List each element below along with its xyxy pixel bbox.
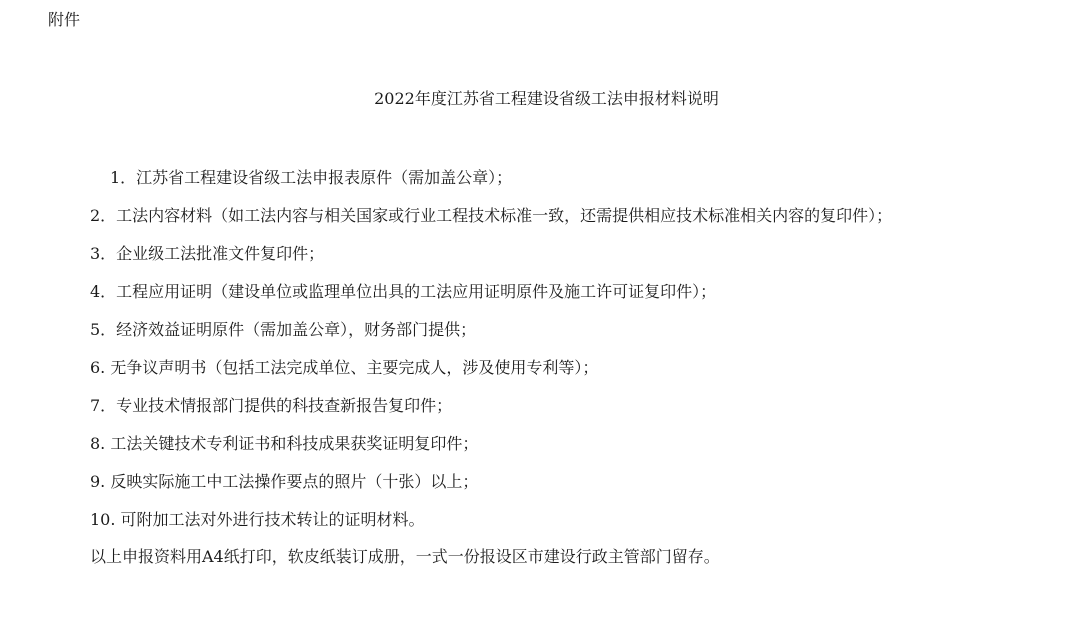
document-title: 2022年度江苏省工程建设省级工法申报材料说明 [374, 89, 719, 108]
list-item: 1．江苏省工程建设省级工法申报表原件（需加盖公章）； [110, 168, 513, 187]
list-item: 4．工程应用证明（建设单位或监理单位出具的工法应用证明原件及施工许可证复印件）； [90, 282, 717, 301]
list-item: 2．工法内容材料（如工法内容与相关国家或行业工程技术标准一致，还需提供相应技术标准相关内容的复印件）； [90, 206, 893, 225]
list-item: 5．经济效益证明原件（需加盖公章），财务部门提供； [90, 320, 477, 339]
list-item: 10. 可附加工法对外进行技术转让的证明材料。 [90, 510, 425, 529]
list-item: 6. 无争议声明书（包括工法完成单位、主要完成人，涉及使用专利等）； [90, 358, 599, 377]
list-item: 8. 工法关键技术专利证书和科技成果获奖证明复印件； [90, 434, 479, 453]
list-item: 9. 反映实际施工中工法操作要点的照片（十张）以上； [90, 472, 479, 491]
attachment-label: 附件 [48, 10, 81, 29]
list-item: 7．专业技术情报部门提供的科技查新报告复印件； [90, 396, 453, 415]
list-item: 3．企业级工法批准文件复印件； [90, 244, 325, 263]
closing-note: 以上申报资料用A4纸打印，软皮纸装订成册，一式一份报设区市建设行政主管部门留存。 [90, 547, 720, 566]
